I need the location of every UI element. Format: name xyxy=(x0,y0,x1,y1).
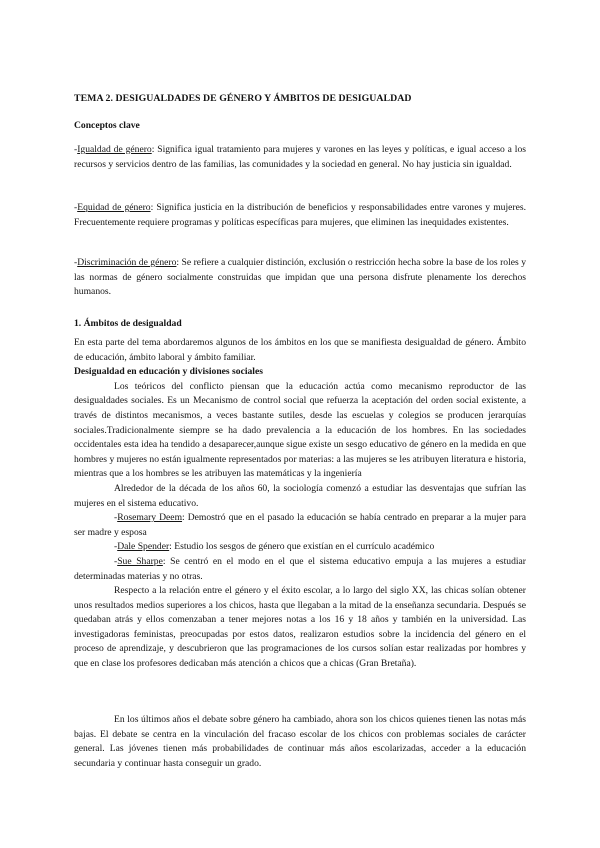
definition-term: Equidad de género xyxy=(77,202,151,213)
author-prefix: - xyxy=(114,555,118,567)
section1-body xyxy=(74,336,526,672)
author-spender xyxy=(74,540,526,555)
paragraph-decada: Alrededor de la década de los años 60, la sociología comenzó a estudiar las desventajas que sufrían las mujeres en el sistema educativo. xyxy=(74,482,526,509)
author-prefix: - xyxy=(114,512,118,524)
definition-text: : Significa justicia en la distribución de beneficios y responsabilidades entre varones y mujeres. Frecuentemente requiere programas y políticas específicas para mujeres, que eliminen las inequidades existentes. xyxy=(74,202,526,228)
author-text: : Estudio los sesgos de género que existían en el currículo académico xyxy=(169,541,435,553)
author-text: : Demostró que en el pasado la educación se había centrado en preparar a la mujer para ser madre y esposa xyxy=(74,512,526,538)
definition-equidad xyxy=(74,201,526,230)
author-name: Rosemary Deem xyxy=(117,512,183,524)
document-title: TEMA 2. DESIGUALDADES DE GÉNERO Y ÁMBITOS DE DESIGUALDAD xyxy=(74,93,412,104)
author-prefix: - xyxy=(114,541,118,553)
paragraph-ultimos: En los últimos años el debate sobre género ha cambiado, ahora son los chicos quienes tienen las notas más bajas. El debate se centra en la vinculación del fracaso escolar de los chicos con problemas sociales de carácter general. Las jóvenes tienen más probabilidades de continuar más años escolarizadas, acceder a la educación secundaria y continuar hasta conseguir un grado. xyxy=(74,714,526,769)
section1-heading: 1. Ámbitos de desigualdad xyxy=(74,318,182,329)
definition-igualdad xyxy=(74,143,526,172)
paragraph-respecto: Respecto a la relación entre el género y el éxito escolar, a lo largo del siglo XX, las chicas solían obtener unos resultados medios superiores a los chicos, hasta que llegaban a la mitad de la enseñanza secundaria. Después se quedaban atrás y ellos comenzaban a tener mejores notas a los 16 y 18 años y también en la universidad. Las investigadoras feministas, preocupadas por estos datos, realizaron estudios sobre la incidencia del género en el proceso de aprendizaje, y descubrieron que las programaciones de los cursos solían estar realizadas por hombres y que en clase los profesores dedicaban más atención a chicos que a chicas (Gran Bretaña). xyxy=(74,585,526,670)
definition-discriminacion xyxy=(74,256,526,300)
author-deem xyxy=(74,511,526,540)
author-name: Dale Spender xyxy=(117,541,170,553)
author-text: : Se centró en el modo en el que el sistema educativo empuja a las mujeres a estudiar determinadas materias y no otras. xyxy=(74,555,527,582)
definition-prefix: - xyxy=(74,144,78,155)
conceptos-heading: Conceptos clave xyxy=(74,120,140,131)
definition-prefix: - xyxy=(74,202,78,213)
author-sharpe xyxy=(74,555,526,584)
author-name: Sue Sharpe xyxy=(117,555,163,567)
definition-term: Igualdad de género xyxy=(77,144,152,155)
education-heading: Desigualdad en educación y divisiones sociales xyxy=(74,366,263,378)
section1-intro: En esta parte del tema abordaremos algunos de los ámbitos en los que se manifiesta desigualdad de género. Ámbito de educación, ámbito laboral y ámbito familiar. xyxy=(74,337,526,363)
paragraph-teoricos: Los teóricos del conflicto piensan que la educación actúa como mecanismo reproductor de las desigualdades sociales. Es un Mecanismo de control social que refuerza la aceptación del orden social existente, a través de distintos mecanismos, a veces bastante sutiles, desde las escuelas y colegios se producen jerarquías sociales.Tradicionalmente siempre se ha dado prevalencia a la educación de los hombres. En las sociedades occidentales esta idea ha tendido a desaparecer,aunque sigue existe un sesgo educativo de género en la medida en que hombres y mujeres no están igualmente representados por materias: a las mujeres se les atribuyen literatura e historia, mientras que a los hombres se les atribuyen las matemáticas y la ingeniería xyxy=(74,380,526,480)
definition-prefix: - xyxy=(74,257,78,268)
definition-term: Discriminación de género xyxy=(77,257,177,268)
definition-text: : Se refiere a cualquier distinción, exclusión o restricción hecha sobre la base de los roles y las normas de género socialmente construidas que impidan que una persona disfrute plenamente los derechos humanos. xyxy=(74,257,526,298)
definition-text: : Significa igual tratamiento para mujeres y varones en las leyes y políticas, e igual acceso a los recursos y servicios dentro de las familias, las comunidades y la sociedad en general. No hay justicia sin igualdad. xyxy=(74,144,526,170)
